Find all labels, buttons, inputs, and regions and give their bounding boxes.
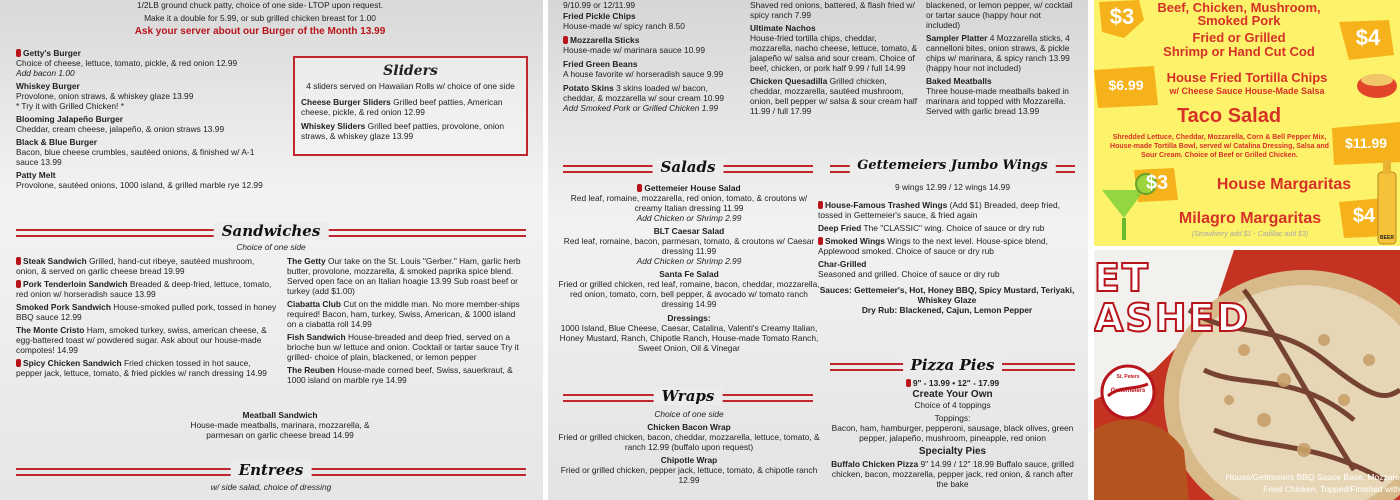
sandwich-list-left bbox=[16, 256, 278, 378]
sliders-title: Sliders bbox=[383, 63, 438, 79]
pepper-icon bbox=[16, 359, 21, 367]
chips-subtitle: w/ Cheese Sauce House-Made Salsa bbox=[1169, 86, 1325, 96]
specials-flyer bbox=[1094, 0, 1400, 246]
menu-item: Smoked Pork Sandwich House-smoked pulled pork, tossed in honey BBQ sauce 12.99 bbox=[16, 302, 277, 322]
beer-label: BEER bbox=[1380, 235, 1394, 241]
menu-item: Smoked Wings Wings to the next level. House-spice blend, Applewood smoked. Choice of sauce or dry rub bbox=[818, 236, 1048, 256]
price-badge: $11.99 bbox=[1344, 135, 1388, 151]
wing-list bbox=[818, 200, 1076, 315]
burger-of-month: Ask your server about our Burger of the Month 13.99 bbox=[134, 26, 386, 37]
pizza-list bbox=[830, 378, 1075, 489]
wraps-subtitle: Choice of one side bbox=[654, 409, 724, 419]
price-badge: $6.99 bbox=[1108, 77, 1144, 93]
pepper-icon bbox=[637, 184, 642, 192]
menu-item: Potato Skins 3 skins loaded w/ bacon, cheddar, & mozzarella w/ sour cream 10.99 Add Smoked Pork or Grilled Chicken 1.99 bbox=[563, 83, 725, 113]
milagro-note: (Strawberry add $1 - Cadillac add $3) bbox=[1191, 231, 1309, 238]
create-your-own-title: Create Your Own bbox=[912, 389, 993, 400]
menu-item: Blooming Jalapeño Burger Cheddar, cream cheese, jalapeño, & onion straws 13.99 bbox=[16, 114, 225, 134]
menu-item: Steak Sandwich Grilled, hand-cut ribeye, sautéed mushroom, onion, & served on garlic cheese bread 19.99 bbox=[16, 256, 255, 276]
dressings: Dressings: 1000 Island, Blue Cheese, Caesar, Catalina, Valenti's Creamy Italian, Honey Mustard, Ranch, Chipotle Ranch, House-made Tomato Ranch, Sweet Onion, Oil & Vinegar bbox=[559, 313, 819, 353]
chips-bowl-icon bbox=[1361, 74, 1393, 86]
pepper-icon bbox=[563, 36, 568, 44]
menu-item: Cheese Burger Sliders Grilled beef patties, American cheese, pickle, & red onion 12.99 bbox=[301, 97, 503, 117]
menu-item: Mozzarella Sticks House-made w/ marinara sauce 10.99 bbox=[563, 35, 705, 55]
tacos-options: Fried or Grilled bbox=[1192, 30, 1286, 45]
logo-badge-top: St. Peters bbox=[1116, 374, 1140, 380]
menu-item: Spicy Chicken Sandwich Fried chicken tossed in hot sauce, pepper jack, lettuce, tomato, & fried pickles w/ ranch dressing 14.99 bbox=[16, 358, 267, 378]
wings-header: Gettemeiers Jumbo Wings bbox=[830, 158, 1075, 180]
menu-item: Ultimate Nachos House-fried tortilla chips, cheddar, mozzarella, nacho cheese, lettuce, tomato, & jalapeño w/ salsa and sour cream. Choice of beef, chicken, or pork half 9.99 / full 14.99 bbox=[750, 23, 918, 73]
menu-item: Ciabatta Club Cut on the middle man. No more member-ships required! Bacon, ham, turkey, Swiss, American, & 1000 island on a ciabatta roll 14.99 bbox=[287, 299, 520, 329]
wings-subtitle: 9 wings 12.99 / 12 wings 14.99 bbox=[894, 182, 1010, 192]
menu-item: Fried Pickle Chips House-made w/ spicy ranch 8.50 bbox=[563, 11, 685, 31]
fajita-options-2: Smoked Pork bbox=[1197, 13, 1281, 28]
menu-item: Pork Tenderloin Sandwich Breaded & deep-fried, lettuce, tomato, red onion w/ horseradish sauce 13.99 bbox=[16, 279, 272, 299]
menu-item: Getty's Burger Choice of cheese, lettuce, tomato, pickle, & red onion 12.99 Add bacon 1.00 bbox=[16, 48, 238, 78]
pizza-sizes: 9" - 13.99 • 12" - 17.99 bbox=[830, 378, 1075, 388]
milagro-margaritas: Milagro Margaritas bbox=[1178, 210, 1322, 227]
chips-title: House Fried Tortilla Chips bbox=[1166, 70, 1328, 85]
menu-page-salads-wings bbox=[548, 0, 1088, 500]
trashed-title-line1: ET bbox=[1094, 256, 1150, 300]
menu-item: Chicken Bacon Wrap Fried or grilled chicken, bacon, cheddar, mozzarella, lettuce, tomato, & ranch 12.99 (buffalo upon request) bbox=[558, 422, 820, 452]
menu-item: Baked Meatballs Three house-made meatballs baked in marinara and topped with Mozzarella. Served with garlic bread 13.99 bbox=[926, 76, 1069, 116]
appetizers-middle bbox=[750, 0, 918, 116]
entrees-header: Entrees bbox=[16, 461, 526, 483]
menu-page-burgers-sandwiches bbox=[0, 0, 543, 500]
menu-item-text: Shaved red onions, battered, & flash fried w/ spicy ranch 7.99 bbox=[750, 0, 915, 20]
menu-item: Char-Grilled Seasoned and grilled. Choice of sauce or dry rub bbox=[818, 259, 1000, 279]
price-badge: $3 bbox=[1145, 172, 1169, 194]
house-margaritas: House Margaritas bbox=[1216, 176, 1352, 193]
menu-item-text: 9/10.99 or 12/11.99 bbox=[563, 0, 636, 10]
wing-sauces: Sauces: Gettemeier's, Hot, Honey BBQ, Spicy Mustard, Teriyaki, Whiskey Glaze bbox=[819, 285, 1075, 305]
sandwiches-subtitle: Choice of one side bbox=[236, 242, 306, 252]
menu-item: The Getty Our take on the St. Louis "Gerber." Ham, garlic herb butter, provolone, mozzarella, & smoked paprika spice blend. Served open face on an Italian hoagie 13.99 Sub roast beef or turkey (add $1.00) bbox=[287, 256, 521, 296]
menu-item: BLT Caesar Salad Red leaf, romaine, bacon, parmesan, tomato, & croutons w/ Caesar dressing 11.99 Add Chicken or Shrimp 2.99 bbox=[563, 226, 815, 266]
menu-item: Chipotle Wrap Fried or grilled chicken, pepper jack, lettuce, tomato, & chipotle ranch 12.99 bbox=[560, 455, 818, 485]
meatball-sandwich: Meatball Sandwich House-made meatballs, marinara, mozzarella, & parmesan on garlic cheese bread 14.99 bbox=[190, 410, 370, 440]
pizza-header: Pizza Pies bbox=[830, 356, 1075, 378]
sliders-box bbox=[293, 56, 528, 156]
pepper-icon bbox=[16, 280, 21, 288]
menu-item: Fish Sandwich House-breaded and deep fried, served on a brioche bun w/ lettuce and onion. Cocktail or tartar sauce Try it grilled- choice of plain, blackened, or lemon pepper bbox=[287, 332, 519, 362]
menu-item: Sampler Platter 4 Mozzarella sticks, 4 cannelloni bites, onion straws, & pickle chips w/ marinara, & spicy ranch 13.99 (happy hour not included) bbox=[926, 33, 1070, 73]
menu-item: The Reuben House-made corned beef, Swiss, sauerkraut, & 1000 island on marble rye 14.99 bbox=[287, 365, 513, 385]
pizza-caption-2: Fried Chicken, Topped/Finished with bbox=[1263, 484, 1400, 494]
salads-header: Salads bbox=[563, 158, 813, 180]
menu-item-text: blackened, or lemon pepper, w/ cocktail or tartar sauce (happy hour not included) bbox=[926, 0, 1073, 30]
price-badge: $4 bbox=[1352, 205, 1376, 227]
sliders-subtitle: 4 sliders served on Hawaiian Rolls w/ choice of one side bbox=[306, 81, 515, 91]
logo-badge-text: Gettemeiers bbox=[1110, 388, 1146, 394]
trashed-pizza-photo bbox=[1094, 250, 1400, 500]
wrap-list bbox=[558, 409, 820, 485]
tacos-options-2: Shrimp or Hand Cut Cod bbox=[1163, 44, 1315, 59]
wraps-header: Wraps bbox=[563, 387, 813, 409]
menu-item: Fried Green Beans A house favorite w/ horseradish sauce 9.99 bbox=[563, 59, 724, 79]
menu-item: Whiskey Sliders Grilled beef patties, provolone, onion straws, & whiskey glaze 13.99 bbox=[301, 121, 504, 141]
menu-item: Black & Blue Burger Bacon, blue cheese crumbles, sautéed onions, & finished w/ A-1 sauce 13.99 bbox=[16, 137, 255, 167]
beer-bottle-icon bbox=[1383, 160, 1391, 174]
appetizers-left bbox=[563, 0, 738, 113]
menu-item: Patty Melt Provolone, sautéed onions, 1000 island, & grilled marble rye 12.99 bbox=[16, 170, 263, 190]
salad-list bbox=[558, 183, 820, 353]
create-your-own-sub: Choice of 4 toppings bbox=[914, 400, 991, 410]
toppings-title: Toppings: bbox=[934, 413, 971, 423]
pepper-icon bbox=[16, 257, 21, 265]
pepper-icon bbox=[818, 201, 823, 209]
taco-salad-desc: Shredded Lettuce, Cheddar, Mozzarella, Corn & Bell Pepper Mix, House-made Tortilla Bowl, served w/ Catalina Dressing, Salsa and Sour Cream. Choice of Beef or Grilled Chicken. bbox=[1110, 134, 1329, 159]
menu-item: Santa Fe Salad Fried or grilled chicken, red leaf, romaine, bacon, cheddar, mozzarella, red onion, tomato, corn, bell pepper, & avocado w/ tomato ranch dressing 14.99 bbox=[558, 269, 820, 309]
burger-intro-2: Make it a double for 5.99, or sub grilled chicken breast for 1.00 bbox=[144, 13, 376, 23]
menu-item: House-Famous Trashed Wings (Add $1) Breaded, deep fried, tossed in Gettemeier's sauce, & fried again bbox=[818, 200, 1060, 220]
burger-list bbox=[16, 48, 278, 190]
entrees-subtitle: w/ side salad, choice of dressing bbox=[210, 482, 332, 492]
trashed-title-line2: ASHED bbox=[1094, 296, 1251, 340]
menu-item: The Monte Cristo Ham, smoked turkey, swiss, american cheese, & egg-battered toast w/ powdered sugar. Ask about our house-made compotes! 14.99 bbox=[16, 325, 267, 355]
menu-item: Buffalo Chicken Pizza 9" 14.99 / 12" 18.99 Buffalo sauce, grilled chicken, bacon, mozzarella, pepper jack, red onion, & ranch after the bake bbox=[831, 459, 1074, 489]
pepper-icon bbox=[906, 379, 911, 387]
pepper-icon bbox=[16, 49, 21, 57]
menu-item: Whiskey Burger Provolone, onion straws, & whiskey glaze 13.99 * Try it with Grilled Chicken! * bbox=[16, 81, 194, 111]
sandwiches-header: Sandwiches bbox=[16, 222, 526, 244]
pepper-icon bbox=[818, 237, 823, 245]
menu-item: Gettemeier House Salad Red leaf, romaine, mozzarella, red onion, tomato, & croutons w/ creamy Italian dressing 11.99 Add Chicken or Shrimp 2.99 bbox=[570, 183, 808, 223]
fajita-options: Beef, Chicken, Mushroom, bbox=[1157, 0, 1321, 15]
pizza-caption-1: House/Gettmeiers BBQ Sauce Base, Mozzare bbox=[1225, 472, 1400, 482]
toppings-list: Bacon, ham, hamburger, pepperoni, sausage, black olives, green pepper, jalapeño, mushroom, pineapple, red onion bbox=[831, 423, 1074, 443]
menu-item: Chicken Quesadilla Grilled chicken, cheddar, mozzarella, sautéed mushroom, onion, bell pepper w/ salsa & sour cream half 11.99 / full 17.99 bbox=[750, 76, 918, 116]
taco-salad-title: Taco Salad bbox=[1176, 105, 1282, 127]
price-badge: $3 bbox=[1109, 4, 1135, 29]
specialty-title: Specialty Pies bbox=[918, 446, 987, 457]
appetizers-right bbox=[926, 0, 1076, 116]
sandwich-list-right bbox=[287, 256, 527, 385]
wing-dry-rub: Dry Rub: Blackened, Cajun, Lemon Pepper bbox=[861, 305, 1033, 315]
menu-item: Deep Fried The "CLASSIC" wing. Choice of sauce or dry rub bbox=[818, 223, 1045, 233]
burger-intro-1: 1/2LB ground chuck patty, choice of one side- LTOP upon request. bbox=[136, 0, 384, 10]
price-badge: $4 bbox=[1355, 25, 1381, 50]
margarita-glass-icon bbox=[1122, 218, 1126, 240]
